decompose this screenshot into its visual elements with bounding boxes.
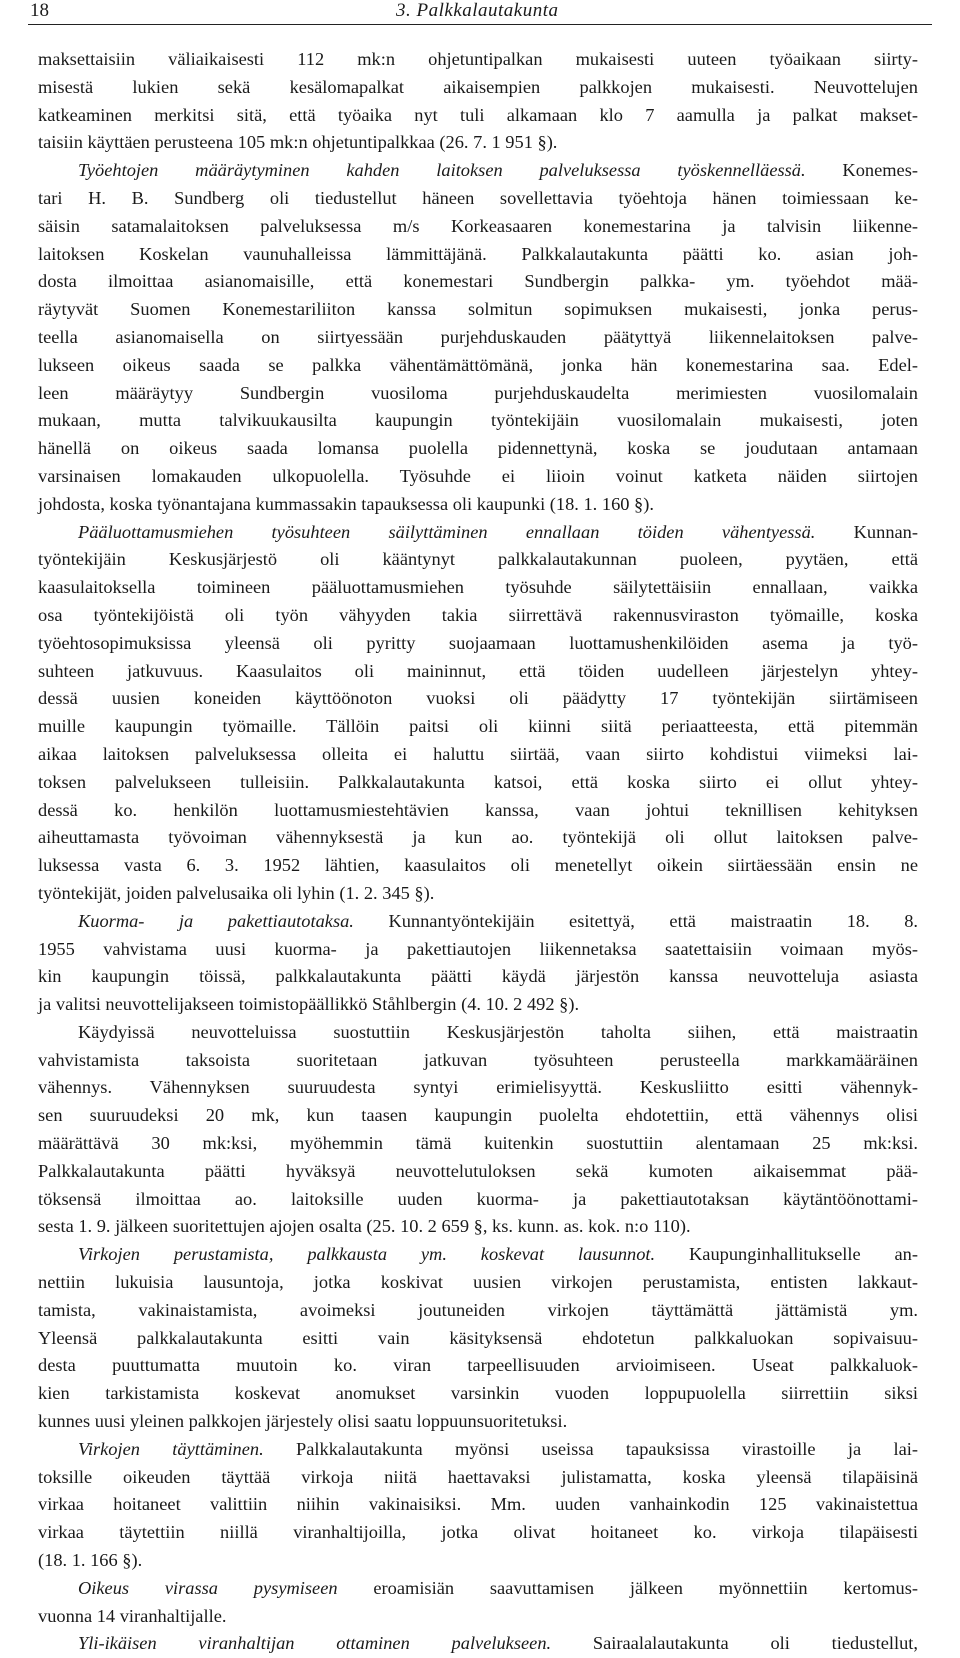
text-line — [38, 1213, 918, 1241]
line-text: eroamisiän saavuttamisen jälkeen myönnettiin kertomus- — [337, 1577, 918, 1598]
line-text: Palkkalautakunta myönsi useissa tapauksissa virastoille ja lai- — [263, 1438, 918, 1459]
page-number: 18 — [30, 0, 49, 21]
text-line — [38, 352, 918, 380]
text-line — [38, 574, 918, 602]
line-text: Sairaalalautakunta oli tiedustellut, — [551, 1633, 918, 1654]
text-line — [38, 1130, 918, 1158]
text-line — [38, 491, 918, 519]
text-line — [38, 268, 918, 296]
text-line — [38, 1325, 918, 1353]
text-line — [38, 852, 918, 880]
line-text: suhteen jatkuvuus. Kaasulaitos oli maininnut, että töiden uudelleen järjestelyn yhtey- — [38, 660, 918, 681]
text-line — [38, 936, 918, 964]
text-line — [38, 908, 918, 936]
line-text: dosta ilmoittaa asianomaisille, että konemestari Sundbergin palkka- ym. työehdot mää- — [38, 271, 918, 292]
italic-heading: Työehtojen määräytyminen kahden laitoksen palveluksessa työskennelläessä. — [78, 160, 806, 181]
line-text: aikaa laitoksen palveluksessa olleita ei haluttu siirtää, vaan siirto kohdistui viimeksi lai- — [38, 743, 918, 764]
text-line — [38, 1408, 918, 1436]
text-line — [38, 713, 918, 741]
line-text: Konemes- — [805, 160, 918, 181]
text-line — [38, 1491, 918, 1519]
page-header — [0, 0, 960, 24]
text-line — [38, 213, 918, 241]
text-line — [38, 685, 918, 713]
text-line — [38, 1074, 918, 1102]
line-text: leen määräytyy Sundbergin vuosiloma purjehduskaudelta merimiesten vuosilomalain — [38, 382, 918, 403]
line-text: Käydyissä neuvotteluissa suostuttiin Keskusjärjestön taholta siihen, että maistraatin — [78, 1021, 918, 1042]
text-line — [38, 963, 918, 991]
line-text: hänellä on oikeus saada lomansa puolella pidennettynä, koska se joudutaan antamaan — [38, 438, 918, 459]
text-line — [38, 296, 918, 324]
line-text: johdosta, koska työnantajana kummassakin tapauksessa oli kaupunki (18. 1. 160 §). — [38, 493, 654, 514]
text-line — [38, 102, 918, 130]
text-line — [38, 463, 918, 491]
line-text: dessä ko. henkilön luottamusmiestehtävien kanssa, vaan johtui teknillisen kehityksen — [38, 799, 918, 820]
text-line — [38, 991, 918, 1019]
italic-heading: Pääluottamusmiehen työsuhteen säilyttäminen ennallaan töiden vähentyessä. — [78, 521, 816, 542]
text-line — [38, 658, 918, 686]
text-line — [38, 1102, 918, 1130]
text-line — [38, 380, 918, 408]
italic-heading: Virkojen täyttäminen. — [78, 1438, 264, 1459]
line-text: Kaupunginhallitukselle an- — [655, 1244, 918, 1265]
line-text: Palkkalautakunta päätti hyväksyä neuvottelutuloksen sekä kumoten aikaisemmat pää- — [38, 1160, 918, 1181]
line-text: virkaa hoitaneet valittiin niihin vakinaisiksi. Mm. uuden vanhainkodin 125 vakinaistettua — [38, 1494, 918, 1515]
line-text: 1955 vahvistama uusi kuorma- ja pakettiautojen liikennetaksa saatettaisiin voimaan myös- — [38, 938, 918, 959]
line-text: Yleensä palkkalautakunta esitti vain käsityksensä ehdotetun palkkaluokan sopivaisuu- — [38, 1327, 918, 1348]
line-text: työntekijäin Keskusjärjestö oli kääntynyt palkkalautakunnan puoleen, pyytäen, että — [38, 549, 918, 570]
text-line — [38, 1575, 918, 1603]
line-text: maksettaisiin väliaikaisesti 112 mk:n ohjetuntipalkan mukaisesti uuteen työaikaan siirty- — [38, 49, 918, 69]
line-text: vuonna 14 viranhaltijalle. — [38, 1605, 227, 1626]
line-text: aiheuttamasta työvoiman vähennyksestä ja kun ao. työntekijä oli ollut laitoksen palve- — [38, 827, 918, 848]
line-text: räytyvät Suomen Konemestariliiton kanssa solmitun sopimuksen mukaisesti, jonka perus- — [38, 299, 918, 320]
text-line — [38, 1603, 918, 1631]
line-text: töksensä ilmoittaa ao. laitoksille uuden kuorma- ja pakettiautotaksan käytäntöönottami- — [38, 1188, 918, 1209]
line-text: toksille oikeuden täyttää virkoja niitä haettavaksi julistamatta, koska yleensä tilapäisinä — [38, 1466, 918, 1487]
line-text: muille kaupungin työmaille. Tällöin paitsi oli kiinni siitä periaatteesta, että pitemmän — [38, 716, 918, 737]
text-line — [38, 407, 918, 435]
line-text: työntekijät, joiden palvelusaika oli lyhin (1. 2. 345 §). — [38, 882, 435, 903]
line-text: Kunnan- — [815, 521, 918, 542]
line-text: misestä lukien sekä kesälomapalkat aikaisempien palkkojen mukaisesti. Neuvottelujen — [38, 76, 918, 97]
text-line — [38, 1630, 918, 1658]
line-text: määrättävä 30 mk:ksi, myöhemmin tämä kuitenkin suostuttiin alentamaan 25 mk:ksi. — [38, 1133, 918, 1154]
running-head: 3. Palkkalautakunta — [396, 0, 559, 21]
line-text: sen suuruudeksi 20 mk, kun taasen kaupungin puolelta ehdotettiin, että vähennys olisi — [38, 1105, 918, 1126]
line-text: virkaa täytettiin niillä viranhaltijoilla, jotka olivat hoitaneet ko. virkoja tilapäisesti — [38, 1522, 918, 1543]
text-line — [38, 1019, 918, 1047]
text-line — [38, 602, 918, 630]
line-text: toksen palvelukseen tulleisiin. Palkkalautakunta katsoi, että koska siirto ei ollut yhtey- — [38, 771, 918, 792]
line-text: sesta 1. 9. jälkeen suoritettujen ajojen osalta (25. 10. 2 659 §, ks. kunn. as. kok. n:o 110). — [38, 1216, 691, 1237]
line-text: säisin satamalaitoksen palveluksessa m/s Korkeasaaren konemestarina ja talvisin liikenne- — [38, 215, 918, 236]
line-text: työehtosopimuksissa yleensä oli pyritty suojaamaan luottamushenkilöiden asema ja työ- — [38, 632, 918, 653]
text-line — [38, 519, 918, 547]
text-line — [38, 324, 918, 352]
text-line — [38, 74, 918, 102]
text-line — [38, 435, 918, 463]
text-line — [38, 1186, 918, 1214]
header-rule — [28, 24, 932, 25]
line-text: teella asianomaisella on siirtyessään purjehduskauden päätyttyä liikennelaitoksen palve- — [38, 326, 918, 347]
text-line — [38, 1380, 918, 1408]
line-text: dessä uusien koneiden käyttöönoton vuoksi oli päädytty 17 työntekijän siirtämiseen — [38, 688, 918, 709]
text-line — [38, 1241, 918, 1269]
text-line — [38, 1519, 918, 1547]
text-line — [38, 157, 918, 185]
text-line — [38, 1158, 918, 1186]
text-line — [38, 129, 918, 157]
line-text: kin kaupungin töissä, palkkalautakunta päätti käydä järjestön kanssa neuvotteluja asiasta — [38, 966, 918, 987]
text-line — [38, 46, 918, 74]
line-text: katkeaminen merkitsi sitä, että työaika nyt tuli alkamaan klo 7 aamulla ja palkat makset- — [38, 104, 918, 125]
line-text: desta puuttumatta muutoin ko. viran tarpeellisuuden arvioimiseen. Useat palkkaluok- — [38, 1355, 918, 1376]
text-line — [38, 769, 918, 797]
text-line — [38, 241, 918, 269]
text-line — [38, 880, 918, 908]
text-line — [38, 1047, 918, 1075]
text-line — [38, 630, 918, 658]
line-text: nettiin lukuisia lausuntoja, jotka koskivat uusien virkojen perustamista, entisten lakkaut- — [38, 1272, 918, 1293]
line-text: vahvistamista taksoista suoritetaan jatkuvan työsuhteen perusteella markkamääräinen — [38, 1049, 918, 1070]
line-text: osa työntekijöistä oli työn vähyyden takia siirrettävä rakennusviraston työmaille, koska — [38, 604, 918, 625]
line-text: tari H. B. Sundberg oli tiedustellut häneen sovellettavia työehtoja hänen toimiessaan ke- — [38, 187, 918, 208]
line-text: (18. 1. 166 §). — [38, 1550, 143, 1571]
text-line — [38, 1436, 918, 1464]
line-text: vähennys. Vähennyksen suuruudesta syntyi erimielisyyttä. Keskusliitto esitti vähennyk- — [38, 1077, 918, 1098]
line-text: luksessa vasta 6. 3. 1952 lähtien, kaasulaitos oli menetellyt oikein siirtäessään ensin ne — [38, 855, 918, 876]
text-line — [38, 1464, 918, 1492]
italic-heading: Kuorma- ja pakettiautotaksa. — [78, 910, 354, 931]
line-text: mukaan, mutta talvikuukausilta kaupungin työntekijäin vuosilomalain mukaisesti, joten — [38, 410, 918, 431]
italic-heading: Oikeus virassa pysymiseen — [78, 1577, 338, 1598]
text-line — [38, 824, 918, 852]
italic-heading: Virkojen perustamista, palkkausta ym. koskevat lausunnot. — [78, 1244, 656, 1265]
line-text: kien tarkistamista koskevat anomukset varsinkin vuoden loppupuolella siirrettiin siksi — [38, 1383, 918, 1404]
italic-heading: Yli-ikäisen viranhaltijan ottaminen palvelukseen. — [78, 1633, 552, 1654]
body-text — [38, 46, 918, 1658]
text-line — [38, 797, 918, 825]
line-text: kaasulaitoksella toimineen pääluottamusmiehen työsuhde säilytettäisiin ennallaan, vaikka — [38, 577, 918, 598]
line-text: taisiin käyttäen perusteena 105 mk:n ohjetuntipalkkaa (26. 7. 1 951 §). — [38, 132, 558, 153]
line-text: ja valitsi neuvottelijakseen toimistopäällikkö Ståhlbergin (4. 10. 2 492 §). — [38, 994, 580, 1015]
text-line — [38, 741, 918, 769]
text-line — [38, 1269, 918, 1297]
line-text: Kunnantyöntekijäin esitettyä, että maistraatin 18. 8. — [353, 910, 918, 931]
line-text: tamista, vakinaistamista, avoimeksi joutuneiden virkojen täyttämättä jättämistä ym. — [38, 1299, 918, 1320]
text-line — [38, 546, 918, 574]
line-text: kunnes uusi yleinen palkkojen järjestely olisi saatu loppuunsuoritetuksi. — [38, 1411, 568, 1432]
line-text: laitoksen Koskelan vaunuhalleissa lämmittäjänä. Palkkalautakunta päätti ko. asian joh- — [38, 243, 918, 264]
line-text: varsinaisen lomakauden ulkopuolella. Työsuhde ei liioin voinut katketa näiden siirtojen — [38, 465, 918, 486]
text-line — [38, 1547, 918, 1575]
text-line — [38, 1297, 918, 1325]
line-text: lukseen oikeus saada se palkka vähentämättömänä, jonka hän konemestarina saa. Edel- — [38, 354, 918, 375]
text-line — [38, 1352, 918, 1380]
text-line — [38, 185, 918, 213]
